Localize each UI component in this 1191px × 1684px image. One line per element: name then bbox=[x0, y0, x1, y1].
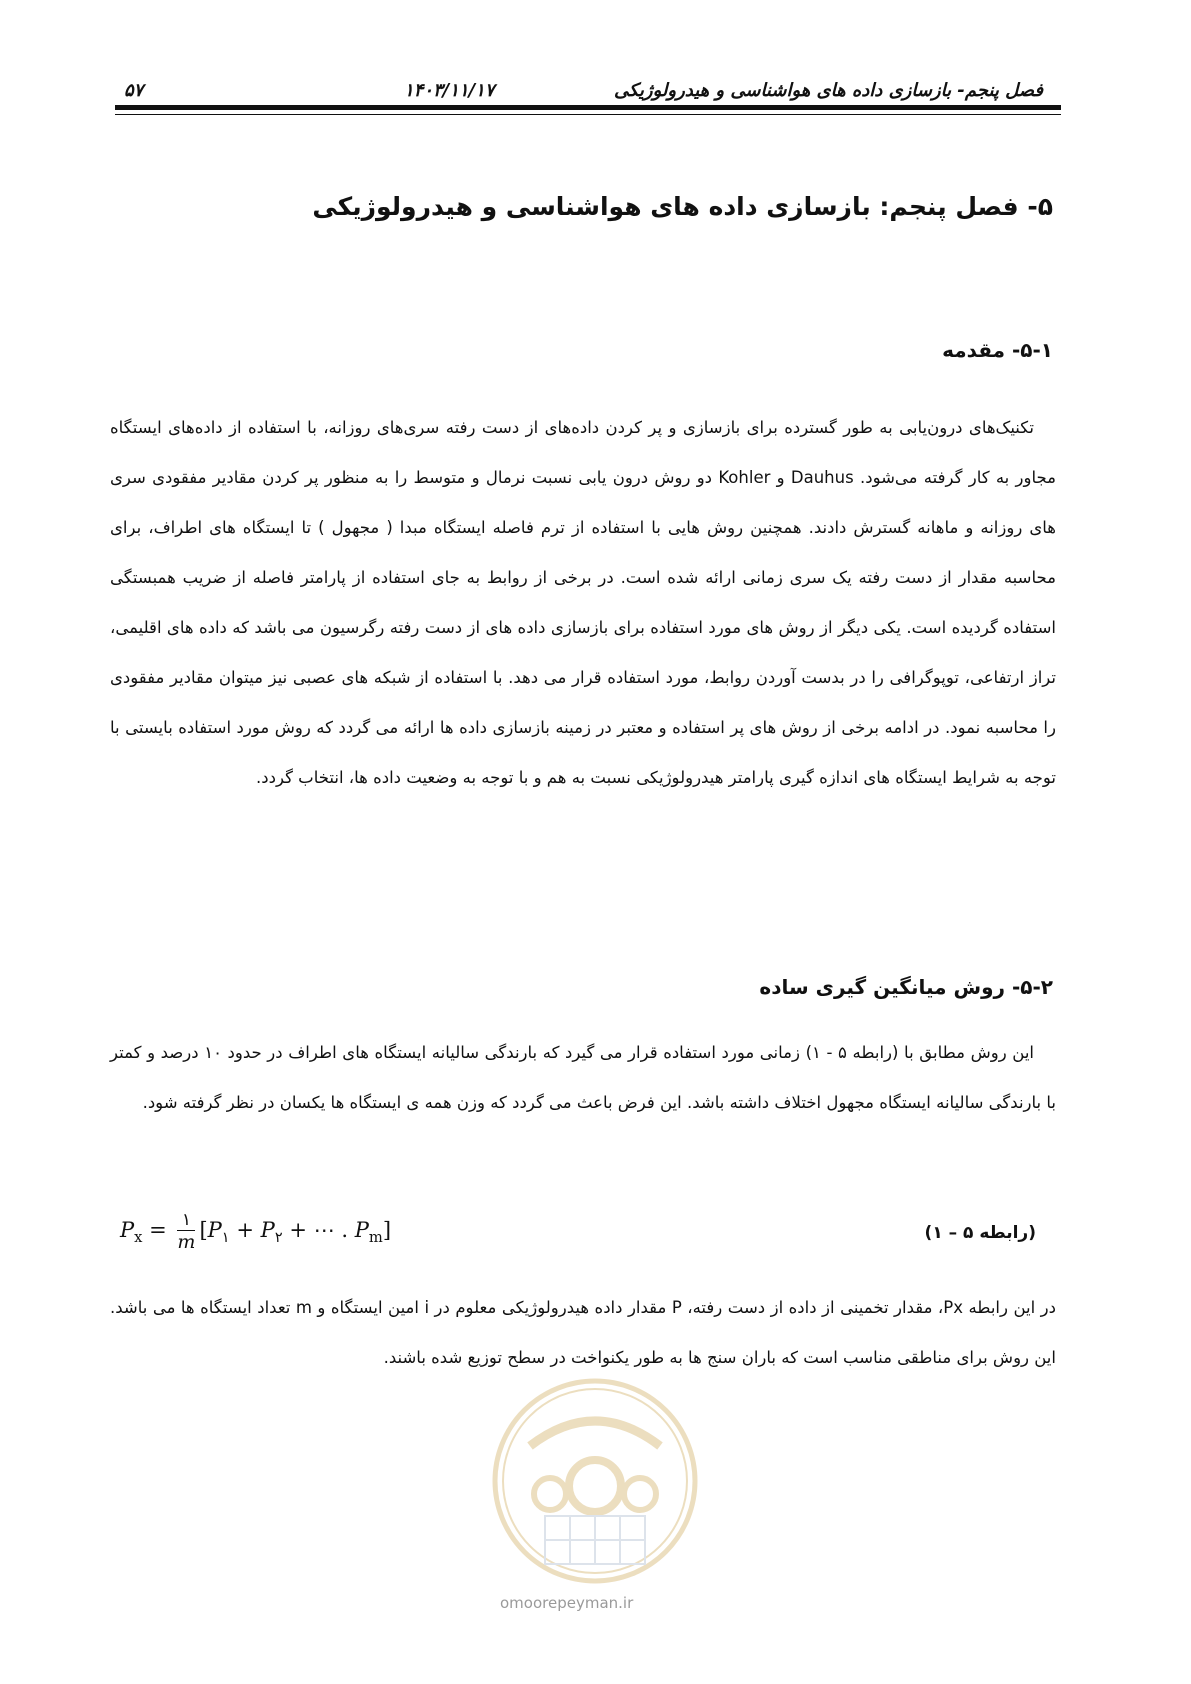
formula-lhs: P bbox=[120, 1218, 135, 1242]
running-header-chapter: فصل پنجم- بازسازی داده های هواشناسی و هیدرولوژیکی bbox=[613, 80, 1043, 101]
formula-ellipsis: ⋯ . bbox=[313, 1218, 349, 1242]
formula-term-2: P bbox=[260, 1218, 275, 1242]
formula-plus-1: + bbox=[236, 1218, 254, 1242]
formula-lhs-sub: x bbox=[134, 1229, 143, 1247]
formula-equals: = bbox=[149, 1218, 167, 1242]
formula-term-1-sub: ۱ bbox=[221, 1229, 230, 1247]
formula-open-bracket: [ bbox=[199, 1218, 208, 1242]
equation-label: (رابطه ۵ – ۱) bbox=[924, 1223, 1036, 1243]
formula-numerator: ۱ bbox=[177, 1210, 195, 1231]
formula-close-bracket: ] bbox=[382, 1218, 392, 1242]
formula-term-3: P bbox=[354, 1218, 369, 1242]
header-rule-thin bbox=[115, 114, 1061, 115]
formula-term-2-sub: ۲ bbox=[274, 1229, 283, 1247]
watermark-text: omoorepeyman.ir bbox=[500, 1594, 634, 1612]
formula-term-1: P bbox=[207, 1218, 222, 1242]
formula-plus-2: + bbox=[289, 1218, 307, 1242]
formula-fraction bbox=[177, 1210, 195, 1253]
chapter-title: ۵- فصل پنجم: بازسازی داده های هواشناسی و هیدرولوژیکی bbox=[312, 192, 1053, 221]
section-heading-simple-average: ۵-۲- روش میانگین گیری ساده bbox=[759, 975, 1053, 999]
section-heading-intro: ۵-۱- مقدمه bbox=[942, 338, 1053, 362]
simple-average-paragraph: این روش مطابق با (رابطه ۵ - ۱) زمانی مورد استفاده قرار می گیرد که بارندگی سالیانه ایستگاه های اطراف در حدود ۱۰ درصد و کمتر با بارندگی سالیانه ایستگاه مجهول اختلاف داشته باشد. این فرض باعث می گردد که وزن همه ی ایستگاه ها یکسان در نظر گرفته شود. bbox=[110, 1043, 1056, 1112]
header-rule-thick bbox=[115, 105, 1061, 110]
watermark-logo-icon bbox=[490, 1376, 700, 1586]
equation-5-1 bbox=[120, 1210, 391, 1253]
intro-paragraph: تکنیک‌های درون‌یابی به طور گسترده برای بازسازی و پر کردن داده‌های از دست رفته سری‌های روزانه، با استفاده از داده‌های ایستگاه مجاور به کار گرفته می‌شود. Dauhus و Kohler دو روش درون یابی نسبت نرمال و متوسط را به منظور پر کردن مقادیر مفقودی سری های روزانه و ماهانه گسترش دادند. همچنین روش هایی با استفاده از ترم فاصله ایستگاه مبدا ( مجهول ) تا ایستگاه های اطراف، برای محاسبه مقدار از دست رفته یک سری زمانی ارائه شده است. در برخی از روابط به جای استفاده از پارامتر فاصله از ضریب همبستگی استفاده گردیده است. یکی دیگر از روش های مورد استفاده برای بازسازی داده های از دست رفته رگرسیون می باشد که داده های اقلیمی، تراز ارتفاعی، توپوگرافی را در بدست آوردن روابط، مورد استفاده قرار می دهد. با استفاده از شبکه های عصبی نیز میتوان مقادیر مفقودی را محاسبه نمود. در ادامه برخی از روش های پر استفاده و معتبر در زمینه بازسازی داده ها ارائه می گردد که روش مورد استفاده بایستی با توجه به شرایط ایستگاه های اندازه گیری پارامتر هیدرولوژیکی نسبت به هم و با توجه به وضعیت داده ها، انتخاب گردد. bbox=[110, 418, 1057, 787]
page-number: ۵۷ bbox=[124, 80, 144, 101]
equation-explanation-paragraph: در این رابطه Px، مقدار تخمینی از داده از دست رفته، P مقدار داده هیدرولوژیکی معلوم در i امین ایستگاه و m تعداد ایستگاه ها می باشد. این روش برای مناطقی مناسب است که باران سنج ها به طور یکنواخت در سطح توزیع شده باشند. bbox=[110, 1298, 1056, 1367]
formula-denominator: m bbox=[177, 1231, 196, 1253]
running-header-date: ۱۴۰۳/۱۱/۱۷ bbox=[404, 80, 495, 101]
formula-term-3-sub: m bbox=[368, 1229, 383, 1247]
